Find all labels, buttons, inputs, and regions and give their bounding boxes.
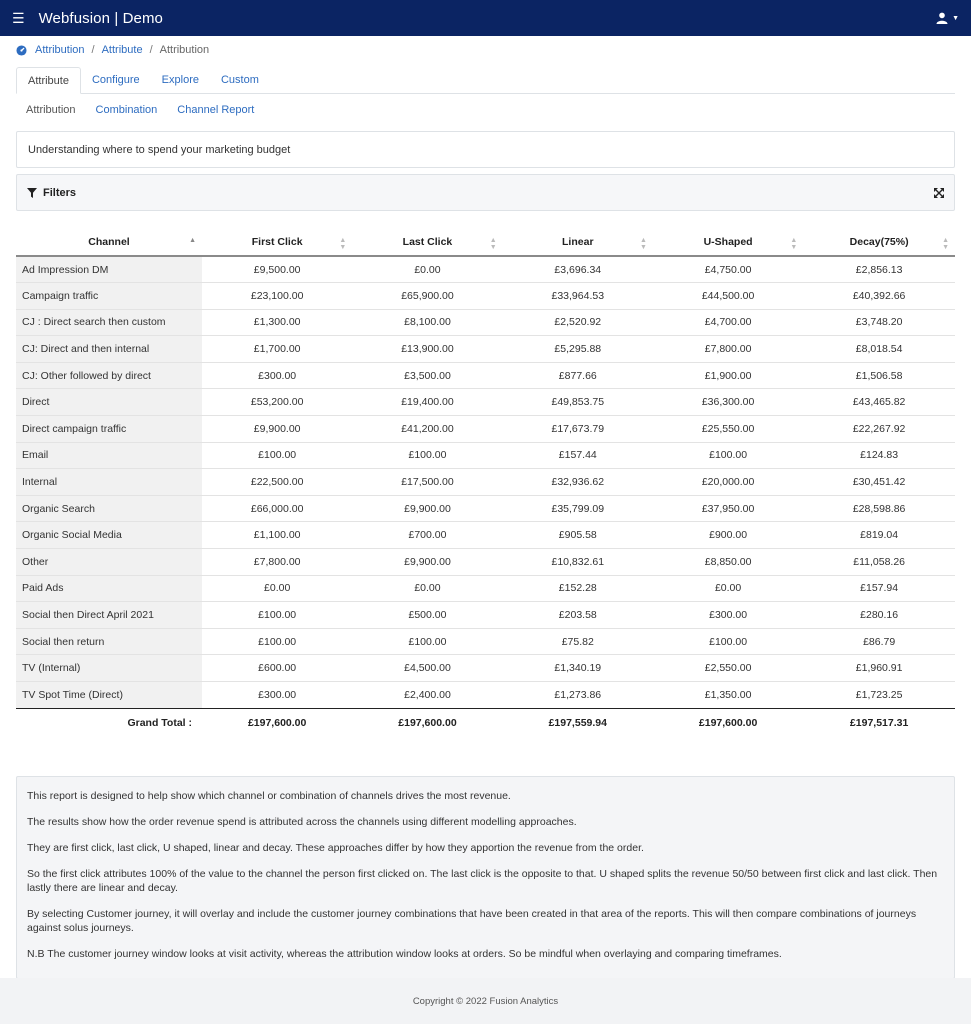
- u-shaped-cell: £25,550.00: [653, 416, 803, 443]
- last-click-cell: £100.00: [352, 442, 502, 469]
- table-row: [16, 336, 955, 363]
- linear-cell: £10,832.61: [503, 549, 653, 576]
- channel-cell: Organic Search: [16, 495, 202, 522]
- u-shaped-cell: £36,300.00: [653, 389, 803, 416]
- table-row: [16, 416, 955, 443]
- channel-cell: Internal: [16, 469, 202, 496]
- description-paragraph: By selecting Customer journey, it will overlay and include the customer journey combinations that have been created in that area of the reports. This will then compare combinations of journeys against solus journeys.: [27, 908, 917, 935]
- sub-tabs: [16, 94, 955, 126]
- decay-cell: £3,748.20: [803, 309, 955, 336]
- table-row: [16, 575, 955, 602]
- decay-cell: £157.94: [803, 575, 955, 602]
- decay-cell: £1,960.91: [803, 655, 955, 682]
- expand-icon[interactable]: [934, 188, 944, 198]
- u-shaped-cell: £1,350.00: [653, 682, 803, 709]
- table-row: [16, 628, 955, 655]
- first-click-cell: £0.00: [202, 575, 352, 602]
- channel-cell: Social then Direct April 2021: [16, 602, 202, 629]
- table-row: [16, 283, 955, 310]
- decay-cell: £8,018.54: [803, 336, 955, 363]
- first-click-cell: £1,700.00: [202, 336, 352, 363]
- column-header-first-click[interactable]: First Click ▲ ▼: [202, 228, 352, 256]
- channel-cell: Ad Impression DM: [16, 256, 202, 283]
- breadcrumb-attribution[interactable]: Attribution: [35, 44, 85, 56]
- last-click-cell: £500.00: [352, 602, 502, 629]
- column-header-last-click[interactable]: Last Click ▲ ▼: [352, 228, 502, 256]
- last-click-cell: £19,400.00: [352, 389, 502, 416]
- description-paragraph: The results show how the order revenue spend is attributed across the channels using different modelling approaches.: [27, 816, 577, 829]
- last-click-cell: £700.00: [352, 522, 502, 549]
- attribution-table: [16, 228, 955, 738]
- last-click-cell: £9,900.00: [352, 549, 502, 576]
- total-u-shaped: £197,600.00: [698, 717, 758, 730]
- total-last-click: £197,600.00: [398, 717, 457, 730]
- channel-cell: Email: [16, 442, 202, 469]
- filters-panel[interactable]: [16, 174, 955, 211]
- linear-cell: £33,964.53: [503, 283, 653, 310]
- breadcrumb-separator: /: [91, 44, 95, 56]
- subtab-combination[interactable]: Combination: [95, 104, 158, 116]
- intro-card: [16, 131, 955, 168]
- tab-attribute[interactable]: Attribute: [16, 67, 81, 94]
- first-click-cell: £1,100.00: [202, 522, 352, 549]
- linear-cell: £2,520.92: [503, 309, 653, 336]
- sort-icon: ▲ ▼: [790, 237, 798, 251]
- copyright-text: Copyright © 2022 Fusion Analytics: [412, 995, 559, 1007]
- user-icon: [936, 12, 948, 24]
- grand-total-label: Grand Total :: [127, 717, 192, 730]
- table-row: [16, 549, 955, 576]
- description-paragraph: They are first click, last click, U shaped, linear and decay. These approaches differ by how they apportion the revenue from the order.: [27, 842, 644, 855]
- table-row: [16, 362, 955, 389]
- u-shaped-cell: £100.00: [653, 442, 803, 469]
- column-header-linear[interactable]: Linear ▲ ▼: [503, 228, 653, 256]
- first-click-cell: £300.00: [202, 682, 352, 709]
- u-shaped-cell: £2,550.00: [653, 655, 803, 682]
- u-shaped-cell: £1,900.00: [653, 362, 803, 389]
- linear-cell: £49,853.75: [503, 389, 653, 416]
- u-shaped-cell: £300.00: [653, 602, 803, 629]
- decay-cell: £28,598.86: [803, 495, 955, 522]
- total-linear: £197,559.94: [548, 717, 607, 730]
- last-click-cell: £3,500.00: [352, 362, 502, 389]
- table-row: [16, 256, 955, 283]
- table-row: [16, 309, 955, 336]
- table-body: [16, 256, 955, 708]
- column-header-u-shaped[interactable]: U-Shaped ▲ ▼: [653, 228, 803, 256]
- breadcrumb: [16, 36, 955, 64]
- channel-cell: Paid Ads: [16, 575, 202, 602]
- channel-cell: Direct: [16, 389, 202, 416]
- table-row: [16, 469, 955, 496]
- linear-cell: £152.28: [503, 575, 653, 602]
- last-click-cell: £9,900.00: [352, 495, 502, 522]
- first-click-cell: £7,800.00: [202, 549, 352, 576]
- table-row: [16, 655, 955, 682]
- top-navbar: [0, 0, 971, 36]
- breadcrumb-current: Attribution: [159, 44, 210, 56]
- first-click-cell: £22,500.00: [202, 469, 352, 496]
- channel-cell: CJ : Direct search then custom: [16, 309, 202, 336]
- last-click-cell: £65,900.00: [352, 283, 502, 310]
- decay-cell: £819.04: [803, 522, 955, 549]
- table-row: [16, 682, 955, 709]
- linear-cell: £877.66: [503, 362, 653, 389]
- linear-cell: £5,295.88: [503, 336, 653, 363]
- main-tabs: [16, 67, 955, 94]
- last-click-cell: £41,200.00: [352, 416, 502, 443]
- subtab-channel-report[interactable]: Channel Report: [177, 104, 255, 116]
- sort-asc-icon: ▲: [189, 237, 196, 244]
- linear-cell: £1,273.86: [503, 682, 653, 709]
- tab-custom[interactable]: Custom: [220, 74, 259, 86]
- decay-cell: £43,465.82: [803, 389, 955, 416]
- u-shaped-cell: £7,800.00: [653, 336, 803, 363]
- description-paragraph: N.B The customer journey window looks at visit activity, whereas the attribution window looks at orders. So be mindful when overlaying and comparing timeframes.: [27, 948, 782, 961]
- last-click-cell: £17,500.00: [352, 469, 502, 496]
- dashboard-icon: [16, 45, 27, 56]
- linear-cell: £17,673.79: [503, 416, 653, 443]
- table-row: [16, 495, 955, 522]
- channel-cell: Social then return: [16, 628, 202, 655]
- sort-icon: ▲ ▼: [640, 237, 647, 251]
- table-row: [16, 442, 955, 469]
- sort-icon: ▲ ▼: [339, 237, 347, 251]
- linear-cell: £157.44: [503, 442, 653, 469]
- channel-cell: Other: [16, 549, 202, 576]
- linear-cell: £75.82: [503, 628, 653, 655]
- last-click-cell: £4,500.00: [352, 655, 502, 682]
- decay-cell: £30,451.42: [803, 469, 955, 496]
- chevron-down-icon: ▼: [952, 14, 959, 22]
- last-click-cell: £2,400.00: [352, 682, 502, 709]
- channel-cell: TV (Internal): [16, 655, 202, 682]
- linear-cell: £203.58: [503, 602, 653, 629]
- u-shaped-cell: £0.00: [653, 575, 803, 602]
- first-click-cell: £9,500.00: [202, 256, 352, 283]
- hamburger-icon[interactable]: ☰: [12, 9, 25, 26]
- table-header-row: [16, 228, 955, 256]
- u-shaped-cell: £37,950.00: [653, 495, 803, 522]
- first-click-cell: £100.00: [202, 442, 352, 469]
- u-shaped-cell: £4,750.00: [653, 256, 803, 283]
- column-header-channel[interactable]: Channel ▲: [16, 228, 202, 256]
- last-click-cell: £0.00: [352, 256, 502, 283]
- u-shaped-cell: £100.00: [653, 628, 803, 655]
- first-click-cell: £53,200.00: [202, 389, 352, 416]
- u-shaped-cell: £44,500.00: [653, 283, 803, 310]
- u-shaped-cell: £8,850.00: [653, 549, 803, 576]
- last-click-cell: £100.00: [352, 628, 502, 655]
- table-row: [16, 522, 955, 549]
- first-click-cell: £300.00: [202, 362, 352, 389]
- footer: [0, 978, 971, 1024]
- intro-text: Understanding where to spend your marketing budget: [28, 143, 291, 156]
- first-click-cell: £1,300.00: [202, 309, 352, 336]
- decay-cell: £11,058.26: [803, 549, 955, 576]
- last-click-cell: £13,900.00: [352, 336, 502, 363]
- filter-icon: [27, 188, 37, 198]
- grand-total-row: [16, 708, 955, 738]
- last-click-cell: £0.00: [352, 575, 502, 602]
- description-paragraph: So the first click attributes 100% of the value to the channel the person first clicked on. The last click is the opposite to that. U shaped splits the revenue 50/50 between first click and last click. Then lastly there are linear and decay.: [27, 868, 938, 895]
- tab-explore[interactable]: Explore: [161, 74, 199, 86]
- decay-cell: £1,723.25: [803, 682, 955, 709]
- decay-cell: £40,392.66: [803, 283, 955, 310]
- breadcrumb-attribute[interactable]: Attribute: [101, 44, 143, 56]
- total-decay: £197,517.31: [849, 717, 909, 730]
- first-click-cell: £100.00: [202, 602, 352, 629]
- user-menu[interactable]: [936, 12, 959, 24]
- breadcrumb-separator: /: [149, 44, 153, 56]
- channel-cell: CJ: Other followed by direct: [16, 362, 202, 389]
- channel-cell: Organic Social Media: [16, 522, 202, 549]
- decay-cell: £124.83: [803, 442, 955, 469]
- decay-cell: £280.16: [803, 602, 955, 629]
- first-click-cell: £100.00: [202, 628, 352, 655]
- report-description: [16, 776, 955, 979]
- table-row: [16, 389, 955, 416]
- description-paragraph: This report is designed to help show which channel or combination of channels drives the most revenue.: [27, 790, 511, 803]
- table-row: [16, 602, 955, 629]
- channel-cell: CJ: Direct and then internal: [16, 336, 202, 363]
- linear-cell: £32,936.62: [503, 469, 653, 496]
- linear-cell: £3,696.34: [503, 256, 653, 283]
- channel-cell: Campaign traffic: [16, 283, 202, 310]
- linear-cell: £35,799.09: [503, 495, 653, 522]
- first-click-cell: £600.00: [202, 655, 352, 682]
- decay-cell: £2,856.13: [803, 256, 955, 283]
- total-first-click: £197,600.00: [247, 717, 307, 730]
- brand-title[interactable]: Webfusion | Demo: [38, 9, 164, 27]
- u-shaped-cell: £20,000.00: [653, 469, 803, 496]
- sort-icon: ▲ ▼: [942, 237, 949, 251]
- linear-cell: £905.58: [503, 522, 653, 549]
- last-click-cell: £8,100.00: [352, 309, 502, 336]
- tab-configure[interactable]: Configure: [91, 74, 140, 86]
- decay-cell: £1,506.58: [803, 362, 955, 389]
- u-shaped-cell: £4,700.00: [653, 309, 803, 336]
- subtab-attribution[interactable]: Attribution: [26, 104, 76, 116]
- linear-cell: £1,340.19: [503, 655, 653, 682]
- filters-label: Filters: [43, 186, 77, 199]
- first-click-cell: £23,100.00: [202, 283, 352, 310]
- sort-icon: ▲ ▼: [489, 237, 497, 251]
- first-click-cell: £9,900.00: [202, 416, 352, 443]
- u-shaped-cell: £900.00: [653, 522, 803, 549]
- column-header-decay[interactable]: Decay(75%) ▲ ▼: [803, 228, 955, 256]
- first-click-cell: £66,000.00: [202, 495, 352, 522]
- decay-cell: £86.79: [803, 628, 955, 655]
- channel-cell: Direct campaign traffic: [16, 416, 202, 443]
- channel-cell: TV Spot Time (Direct): [16, 682, 202, 709]
- decay-cell: £22,267.92: [803, 416, 955, 443]
